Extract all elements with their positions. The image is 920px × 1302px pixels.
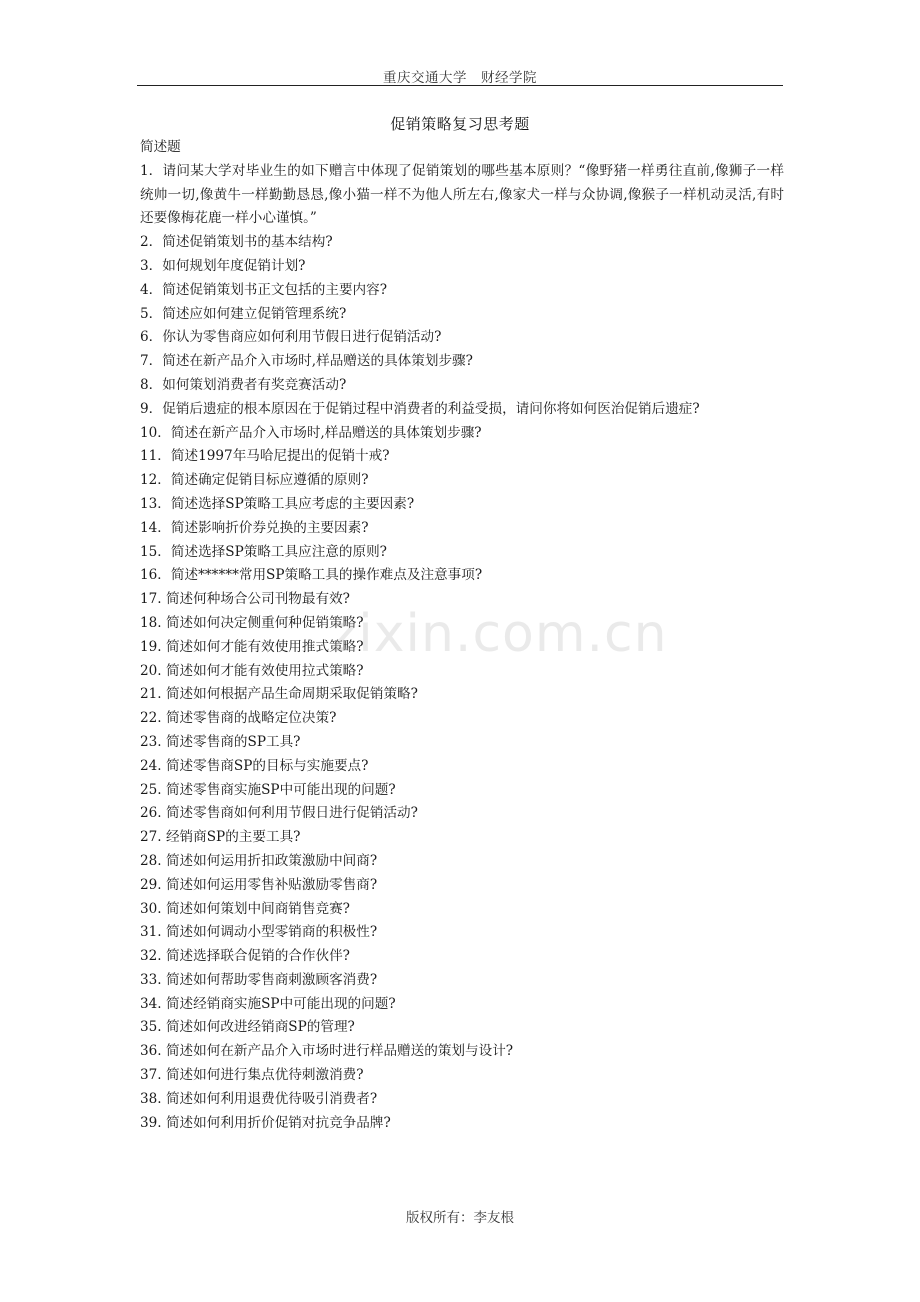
question-number: 2． bbox=[140, 234, 163, 251]
question-text: 简述在新产品介入市场时,样品赠送的具体策划步骤? bbox=[162, 353, 473, 370]
question-number: 10． bbox=[140, 424, 171, 441]
question-number: 12． bbox=[140, 472, 171, 489]
question-item bbox=[140, 588, 784, 612]
question-item bbox=[140, 326, 784, 350]
question-text: 你认为零售商应如何利用节假日进行促销活动? bbox=[162, 329, 442, 346]
question-item bbox=[140, 826, 784, 850]
watermark: zixin.com.cn bbox=[330, 604, 668, 664]
question-item bbox=[140, 255, 784, 279]
question-item bbox=[140, 874, 784, 898]
question-number: 9． bbox=[140, 400, 163, 417]
question-item bbox=[140, 231, 784, 255]
question-text: 简述1997年马哈尼提出的促销十戒? bbox=[170, 448, 390, 465]
question-number: 27. bbox=[140, 829, 162, 846]
question-text: 简述如何利用退费优待吸引消费者? bbox=[165, 1090, 378, 1107]
question-text: 简述何种场合公司刊物最有效? bbox=[165, 591, 350, 608]
question-text: 简述如何策划中间商销售竞赛? bbox=[165, 900, 350, 917]
question-number: 18. bbox=[140, 614, 162, 631]
question-number: 26. bbox=[140, 805, 162, 822]
question-number: 13． bbox=[140, 495, 171, 512]
question-text: 简述******常用SP策略工具的操作难点及注意事项? bbox=[170, 567, 483, 584]
question-item bbox=[140, 398, 784, 422]
question-number: 31. bbox=[140, 924, 162, 941]
question-item bbox=[140, 612, 784, 636]
question-item bbox=[140, 303, 784, 327]
question-item bbox=[140, 850, 784, 874]
question-item bbox=[140, 445, 784, 469]
question-text: 简述零售商SP的目标与实施要点? bbox=[165, 757, 369, 774]
question-text: 简述如何才能有效使用推式策略? bbox=[165, 638, 364, 655]
question-item bbox=[140, 493, 784, 517]
question-number: 28. bbox=[140, 852, 162, 869]
question-text: 如何策划消费者有奖竞赛活动? bbox=[162, 376, 347, 393]
question-number: 7． bbox=[140, 353, 163, 370]
question-number: 22. bbox=[140, 710, 162, 727]
question-number: 39. bbox=[140, 1114, 162, 1131]
question-text: 简述如何进行集点优待刺激消费? bbox=[165, 1067, 364, 1084]
question-number: 30. bbox=[140, 900, 162, 917]
question-number: 16． bbox=[140, 567, 171, 584]
question-item bbox=[140, 945, 784, 969]
page-footer: 版权所有：李友根 bbox=[406, 1210, 514, 1226]
question-item bbox=[140, 683, 784, 707]
question-text: 简述促销策划书正文包括的主要内容? bbox=[162, 281, 388, 298]
header-divider bbox=[137, 85, 783, 86]
question-text: 如何规划年度促销计划? bbox=[162, 257, 306, 274]
question-item bbox=[140, 636, 784, 660]
question-text: 简述如何帮助零售商刺激顾客消费? bbox=[165, 971, 378, 988]
question-number: 38. bbox=[140, 1090, 162, 1107]
question-text: 简述如何利用折价促销对抗竞争品牌? bbox=[165, 1114, 391, 1131]
question-item bbox=[140, 1040, 784, 1064]
page-header: 重庆交通大学 财经学院 bbox=[383, 70, 537, 86]
question-item bbox=[140, 660, 784, 684]
question-text: 简述选择SP策略工具应考虑的主要因素? bbox=[170, 495, 415, 512]
question-text: 请问某大学对毕业生的如下赠言中体现了促销策划的哪些基本原则？“像野猪一样勇往直前,像狮子一样统帅一切,像黄牛一样勤勤恳恳,像小猫一样不为他人所左右,像家犬一样与众协调,像猴子一样机动灵活,有时还要像梅花鹿一样小心谨慎。” bbox=[140, 162, 784, 227]
question-text: 简述零售商实施SP中可能出现的问题? bbox=[165, 781, 396, 798]
question-text: 经销商SP的主要工具? bbox=[165, 829, 301, 846]
question-text: 简述如何才能有效使用拉式策略? bbox=[165, 662, 364, 679]
question-item bbox=[140, 422, 784, 446]
question-text: 简述零售商的SP工具? bbox=[165, 733, 301, 750]
question-number: 21. bbox=[140, 686, 162, 703]
question-item bbox=[140, 374, 784, 398]
question-text: 简述零售商如何利用节假日进行促销活动? bbox=[165, 805, 418, 822]
question-item bbox=[140, 517, 784, 541]
question-item bbox=[140, 564, 784, 588]
section-heading: 简述题 bbox=[140, 139, 181, 155]
question-item bbox=[140, 1088, 784, 1112]
question-item bbox=[140, 541, 784, 565]
question-number: 8． bbox=[140, 376, 163, 393]
question-text: 简述零售商的战略定位决策? bbox=[165, 710, 337, 727]
question-number: 34. bbox=[140, 995, 162, 1012]
question-number: 19. bbox=[140, 638, 162, 655]
question-item bbox=[140, 279, 784, 303]
question-number: 6． bbox=[140, 329, 163, 346]
question-text: 简述确定促销目标应遵循的原则? bbox=[170, 472, 369, 489]
question-number: 5． bbox=[140, 305, 163, 322]
question-text: 简述如何决定侧重何种促销策略? bbox=[165, 614, 364, 631]
question-text: 简述如何在新产品介入市场时进行样品赠送的策划与设计? bbox=[165, 1043, 514, 1060]
question-text: 简述如何调动小型零销商的积极性? bbox=[165, 924, 378, 941]
question-number: 23. bbox=[140, 733, 162, 750]
question-number: 29. bbox=[140, 876, 162, 893]
question-item bbox=[140, 779, 784, 803]
question-number: 25. bbox=[140, 781, 162, 798]
question-text: 简述应如何建立促销管理系统? bbox=[162, 305, 347, 322]
question-text: 简述如何改进经销商SP的管理? bbox=[165, 1019, 355, 1036]
question-item bbox=[140, 731, 784, 755]
question-item bbox=[140, 160, 784, 231]
question-text: 简述促销策划书的基本结构? bbox=[162, 234, 333, 251]
question-number: 4． bbox=[140, 281, 163, 298]
question-item bbox=[140, 921, 784, 945]
question-item bbox=[140, 1064, 784, 1088]
question-text: 简述在新产品介入市场时,样品赠送的具体策划步骤? bbox=[170, 424, 482, 441]
question-number: 35. bbox=[140, 1019, 162, 1036]
question-item bbox=[140, 1112, 784, 1136]
question-text: 简述经销商实施SP中可能出现的问题? bbox=[165, 995, 396, 1012]
question-item bbox=[140, 898, 784, 922]
question-text: 简述影响折价券兑换的主要因素? bbox=[170, 519, 369, 536]
question-item bbox=[140, 755, 784, 779]
question-number: 17. bbox=[140, 591, 162, 608]
question-item bbox=[140, 469, 784, 493]
document-title: 促销策略复习思考题 bbox=[390, 115, 530, 133]
question-number: 33. bbox=[140, 971, 162, 988]
question-item bbox=[140, 993, 784, 1017]
question-number: 36. bbox=[140, 1043, 162, 1060]
question-text: 促销后遗症的根本原因在于促销过程中消费者的利益受损，请问你将如何医治促销后遗症? bbox=[162, 400, 700, 417]
question-item bbox=[140, 350, 784, 374]
question-item bbox=[140, 1016, 784, 1040]
question-text: 简述选择SP策略工具应注意的原则? bbox=[170, 543, 387, 560]
question-number: 15． bbox=[140, 543, 171, 560]
question-item bbox=[140, 969, 784, 993]
question-list bbox=[140, 160, 784, 1136]
question-number: 1． bbox=[140, 162, 163, 179]
question-item bbox=[140, 707, 784, 731]
question-text: 简述如何根据产品生命周期采取促销策略? bbox=[165, 686, 418, 703]
question-text: 简述如何运用零售补贴激励零售商? bbox=[165, 876, 378, 893]
question-number: 37. bbox=[140, 1067, 162, 1084]
question-number: 24. bbox=[140, 757, 162, 774]
question-number: 32. bbox=[140, 948, 162, 965]
question-text: 简述如何运用折扣政策激励中间商? bbox=[165, 852, 378, 869]
document-body bbox=[140, 136, 784, 1135]
question-text: 简述选择联合促销的合作伙伴? bbox=[165, 948, 350, 965]
question-number: 3． bbox=[140, 257, 163, 274]
question-number: 11． bbox=[140, 448, 171, 465]
question-number: 20. bbox=[140, 662, 162, 679]
question-item bbox=[140, 802, 784, 826]
question-number: 14． bbox=[140, 519, 171, 536]
